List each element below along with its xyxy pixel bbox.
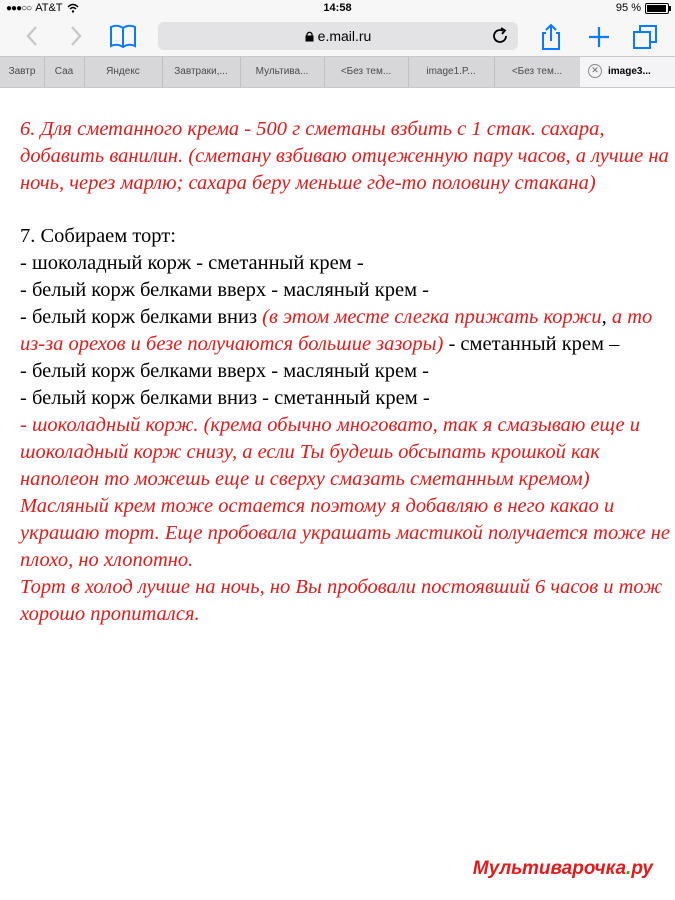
browser-toolbar [0, 18, 675, 56]
chilling-note: Торт в холод лучше на ночь, но Вы пробовали постоявший 6 часов и тож хорошо пропитался. [20, 576, 663, 625]
tab-item[interactable] [44, 57, 85, 87]
tab-item[interactable] [84, 57, 163, 87]
assembly-line-1: - шоколадный корж - сметанный крем - [20, 252, 364, 274]
assembly-note-comma: , [601, 306, 607, 328]
address-bar[interactable] [158, 22, 518, 50]
assembly-line-3 [20, 304, 670, 358]
status-right [616, 2, 669, 14]
assembly-note-chocolate: - шоколадный корж. (крема обычно многовато, так я смазываю еще и шоколадный корж снизу, а если Ты будешь обсыпать крошкой как наполеон то можешь еще и сверху смазать сметанным кремом) [20, 414, 640, 490]
assembly-note-press: (в этом месте слегка прижать коржи [262, 306, 602, 328]
tab-label: <Без тем... [511, 66, 563, 77]
plus-icon [584, 22, 614, 52]
tab-item[interactable] [324, 57, 409, 87]
battery-icon [645, 3, 669, 14]
tab-label: <Без тем... [340, 66, 392, 77]
assembly-note-gaps: а то из-за орехов и безе получаются большие зазоры) [20, 306, 653, 355]
assembly-line-3-end: - сметанный крем – [443, 333, 620, 355]
lock-icon [305, 31, 314, 42]
tab-item[interactable] [494, 57, 581, 87]
watermark-tld: ру [631, 858, 653, 879]
tab-item[interactable] [162, 57, 241, 87]
new-tab-button[interactable] [584, 22, 614, 52]
assembly-line-3-start: - белый корж белками вниз [20, 306, 263, 328]
bookmarks-button[interactable] [108, 22, 138, 52]
tab-label: Саа [54, 66, 74, 77]
url-display[interactable] [158, 28, 518, 44]
carrier-label: AT&T [35, 2, 63, 14]
assembly-line-2: - белый корж белками вверх - масляный крем - [20, 279, 429, 301]
tab-item[interactable] [408, 57, 495, 87]
book-icon [108, 22, 138, 50]
tab-label: image3... [608, 66, 651, 77]
watermark-dot: . [626, 858, 632, 879]
status-time: 14:58 [323, 2, 352, 14]
tabs-icon [630, 22, 660, 52]
tab-item[interactable] [240, 57, 325, 87]
chevron-right-icon [69, 25, 83, 47]
tab-bar [0, 56, 675, 88]
site-watermark [473, 858, 653, 880]
share-icon [536, 22, 566, 52]
close-tab-icon[interactable]: ✕ [588, 64, 602, 78]
reload-icon[interactable] [490, 26, 510, 46]
paragraph-gap [20, 197, 670, 223]
tab-label: Завтраки,... [174, 66, 228, 77]
tab-label: Завтр [8, 66, 36, 77]
butter-cream-note: Масляный крем тоже остается поэтому я добавляю в него какао и украшаю торт. Еще пробовала украшать мастикой получается тоже не плохо, но хлопотно. [20, 495, 671, 571]
recipe-text [20, 116, 670, 628]
tab-label: Мультива... [255, 66, 309, 77]
back-button[interactable] [18, 22, 46, 50]
forward-button[interactable] [62, 22, 90, 50]
tabs-overview-button[interactable] [630, 22, 660, 52]
tab-label: Яндекс [106, 66, 140, 77]
assembly-line-5: - белый корж белками вниз - сметанный крем - [20, 387, 430, 409]
tab-item-active[interactable] [580, 57, 675, 87]
signal-icon: ●●●○○ [6, 2, 32, 14]
step-7-heading: 7. Собираем торт: [20, 225, 176, 247]
status-bar [0, 0, 675, 18]
assembly-line-4: - белый корж белками вверх - масляный крем - [20, 360, 429, 382]
tab-item[interactable] [0, 57, 45, 87]
chevron-left-icon [25, 25, 39, 47]
step-6-text: 6. Для сметанного крема - 500 г сметаны взбить с 1 стак. сахара, добавить ванилин. (сметану взбиваю отцеженную пару часов, а лучше на ночь, через марлю; сахара беру меньше где-то половину стакана) [20, 118, 669, 194]
url-text: e.mail.ru [317, 28, 372, 44]
watermark-main: Мультиварочка [472, 858, 627, 879]
share-button[interactable] [536, 22, 566, 52]
tab-label: image1.P... [426, 66, 476, 77]
battery-label: 95 % [615, 2, 641, 14]
